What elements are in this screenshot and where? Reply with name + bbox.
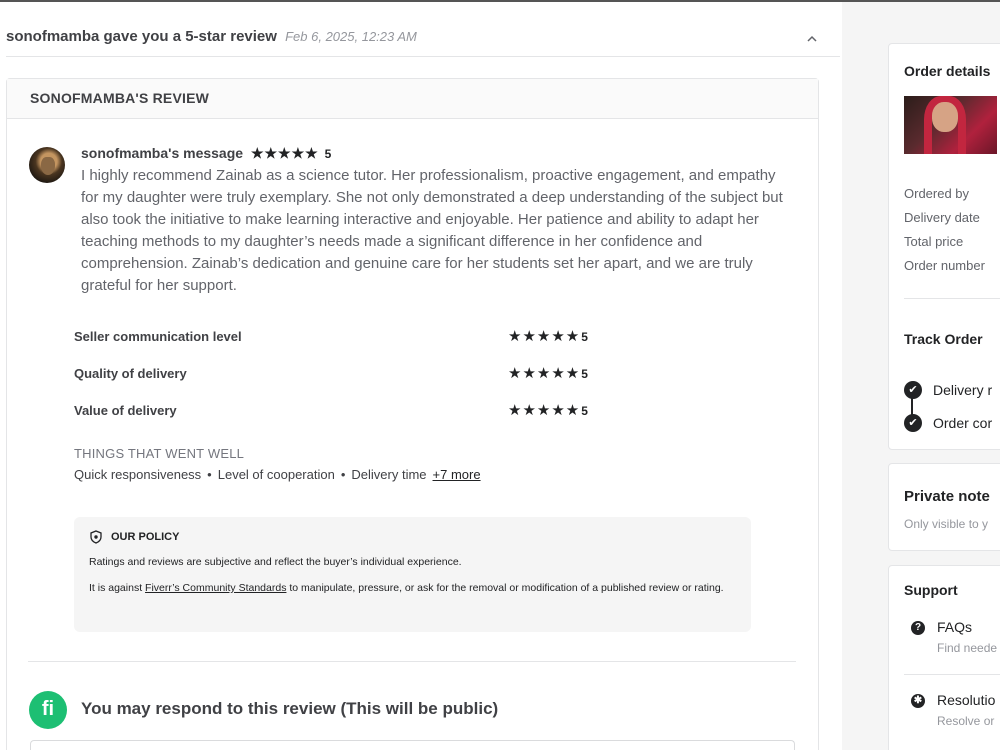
policy-line-1: Ratings and reviews are subjective and reflect the buyer’s individual experience. <box>89 556 462 568</box>
faq-subtitle: Find neede <box>937 641 998 655</box>
policy-line-2: It is against Fiverr’s Community Standards to manipulate, pressure, or ask for the removal or modification of a published review or rating. <box>89 582 724 594</box>
message-score: 5 <box>324 147 332 161</box>
private-note-panel <box>888 463 1000 551</box>
more-link[interactable]: +7 more <box>432 467 481 482</box>
review-card-heading: SONOFMAMBA'S REVIEW <box>7 79 818 119</box>
review-date: Feb 6, 2025, 12:23 AM <box>285 29 417 44</box>
track-item-delivery[interactable]: ✔ Delivery r <box>904 381 992 399</box>
policy-title-text: OUR POLICY <box>111 531 180 543</box>
private-note-title[interactable]: Private note <box>904 488 990 505</box>
rating-score: 5 <box>581 330 588 344</box>
support-title: Support <box>904 582 958 598</box>
response-input[interactable] <box>30 740 795 750</box>
rating-stars-communication <box>508 327 588 345</box>
star-icon: ★★★★★ <box>250 145 319 161</box>
went-well-title: THINGS THAT WENT WELL <box>74 446 245 461</box>
went-well-list: Quick responsiveness • Level of cooperation • Delivery time +7 more <box>74 467 481 482</box>
fiverr-logo: fi <box>29 691 67 729</box>
policy-title <box>89 530 736 544</box>
rating-score: 5 <box>581 367 588 381</box>
delivery-date-label: Delivery date <box>904 210 980 225</box>
rating-stars-quality <box>508 364 588 382</box>
rating-label-communication: Seller communication level <box>74 329 242 344</box>
total-price-label: Total price <box>904 234 964 249</box>
resolution-subtitle: Resolve or <box>937 714 995 728</box>
check-circle-icon: ✔ <box>904 381 922 399</box>
header-divider <box>6 56 840 57</box>
star-icon: ★★★★★ <box>508 402 581 419</box>
rating-stars-value <box>508 401 588 419</box>
support-panel <box>888 565 1000 750</box>
private-note-subtitle: Only visible to y <box>904 517 989 531</box>
went-well-item: Delivery time <box>351 467 427 482</box>
order-number-label: Order number <box>904 258 985 273</box>
chevron-up-icon[interactable] <box>805 32 819 46</box>
check-circle-icon: ✔ <box>904 414 922 432</box>
gig-thumbnail[interactable] <box>904 96 997 154</box>
went-well-item: Quick responsiveness <box>74 467 202 482</box>
star-icon: ★★★★★ <box>508 365 581 382</box>
ordered-by-label: Ordered by <box>904 186 970 201</box>
respond-title: You may respond to this review (This will be public) <box>81 699 499 718</box>
order-details-panel <box>888 43 1000 450</box>
faq-link[interactable]: FAQs <box>937 619 973 635</box>
card-divider <box>28 661 796 662</box>
order-divider <box>904 298 1000 299</box>
question-icon: ? <box>911 621 925 635</box>
policy-box <box>74 517 751 632</box>
order-details-title: Order details <box>904 63 991 79</box>
review-header <box>6 28 417 45</box>
message-title <box>81 145 331 162</box>
support-divider <box>904 674 1000 675</box>
review-header-title: sonofmamba gave you a 5-star review <box>6 28 277 45</box>
community-standards-link[interactable]: Fiverr’s Community Standards <box>145 582 287 594</box>
track-item-order[interactable]: ✔ Order cor <box>904 414 992 432</box>
went-well-item: Level of cooperation <box>217 467 335 482</box>
reviewer-avatar[interactable] <box>29 147 65 183</box>
rating-label-value: Value of delivery <box>74 403 177 418</box>
review-message: I highly recommend Zainab as a science tutor. Her professionalism, proactive engagement, and empathy for my daughter were truly exemplary. She not only demonstrated a deep understanding of the subject but also took the initiative to make learning interactive and enjoyable. Her patience and ability to adapt her teaching methods to my daughter’s needs made a significant difference in her confidence and comprehension. Zainab’s dedication and genuine care for her students set her apart, and we are truly grateful for her support. <box>81 167 783 294</box>
rating-score: 5 <box>581 404 588 418</box>
lifebuoy-icon: ✱ <box>911 694 925 708</box>
track-connector <box>911 397 913 415</box>
rating-label-quality: Quality of delivery <box>74 366 187 381</box>
message-author: sonofmamba's message <box>81 145 244 161</box>
star-icon: ★★★★★ <box>508 328 581 345</box>
resolution-link[interactable]: Resolutio <box>937 692 996 708</box>
shield-icon <box>89 530 103 544</box>
track-order-title: Track Order <box>904 331 983 347</box>
